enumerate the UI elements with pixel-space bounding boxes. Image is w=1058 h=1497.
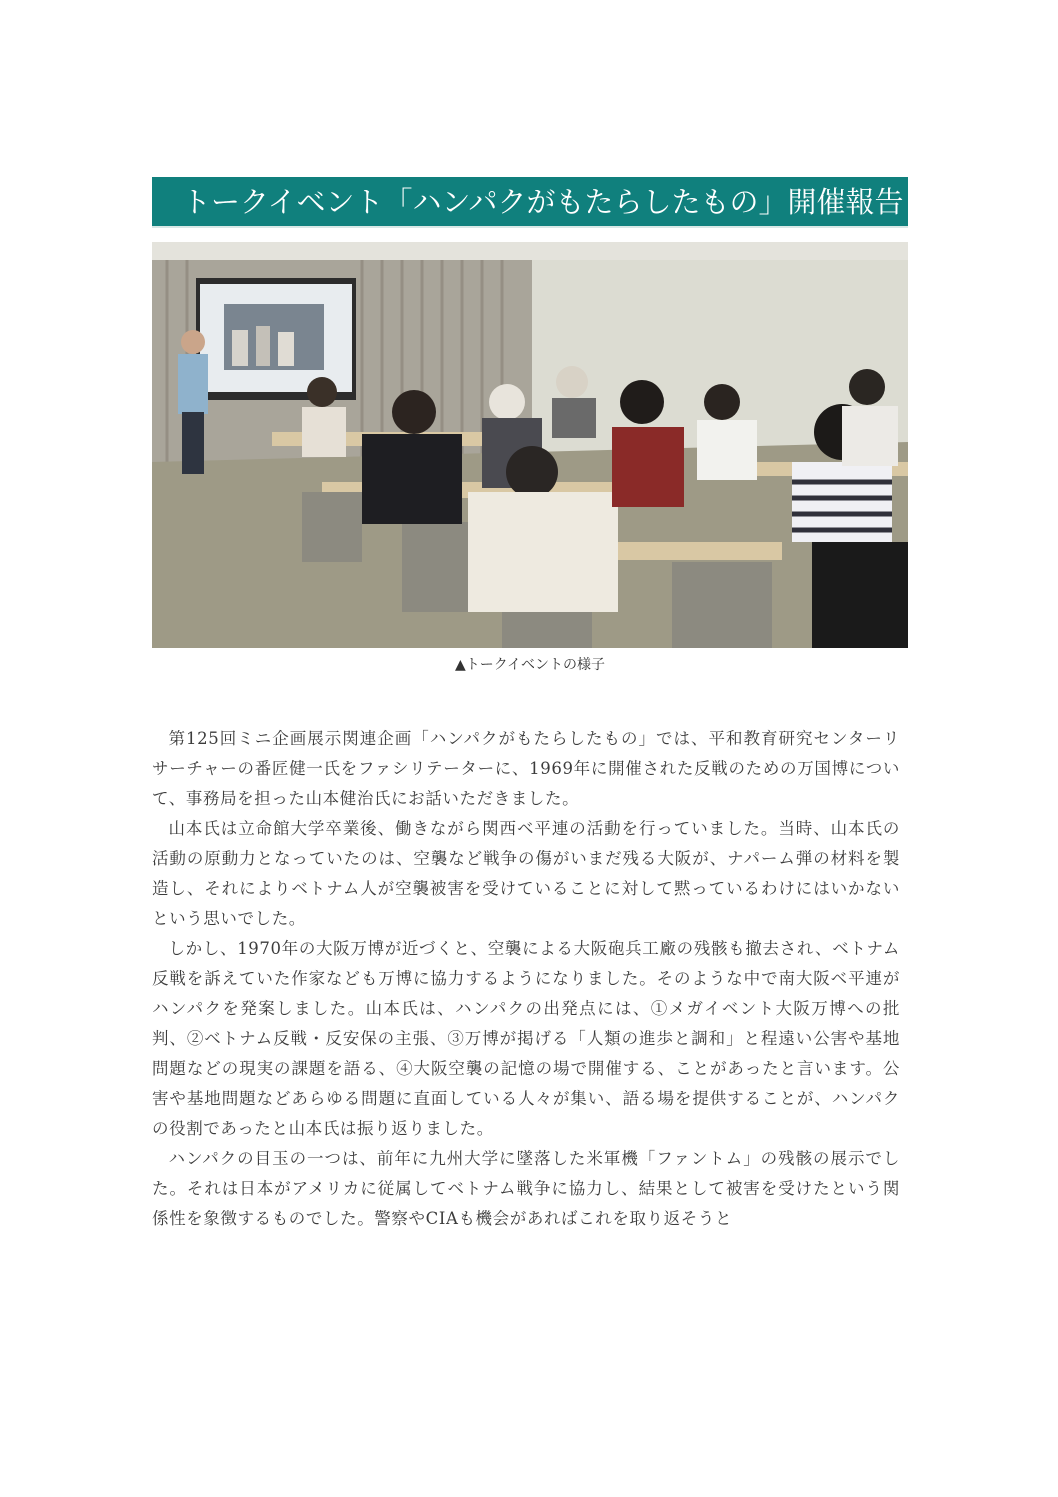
photo-caption: ▲トークイベントの様子 xyxy=(454,657,606,673)
title-banner xyxy=(152,177,908,228)
paragraph: しかし、1970年の大阪万博が近づくと、空襲による大阪砲兵工廠の残骸も撤去され、ベトナム反戦を訴えていた作家なども万博に協力するようになりました。そのような中で南大阪ベ平連がハンパクを発案しました。山本氏は、ハンパクの出発点には、①メガイベント大阪万博への批判、②ベトナム反戦・反安保の主張、③万博が掲げる「人類の進歩と調和」と程遠い公害や基地問題などの現実の課題を語る、④大阪空襲の記憶の場で開催する、ことがあったと言います。公害や基地問題などあらゆる問題に直面している人々が集い、語る場を提供することが、ハンパクの役割であったと山本氏は振り返りました。 xyxy=(152,939,900,1138)
paragraph: 山本氏は立命館大学卒業後、働きながら関西ベ平連の活動を行っていました。当時、山本氏の活動の原動力となっていたのは、空襲など戦争の傷がいまだ残る大阪が、ナパーム弾の材料を製造し、それによりベトナム人が空襲被害を受けていることに対して黙っているわけにはいかないという思いでした。 xyxy=(152,819,900,928)
article-title: トークイベント「ハンパクがもたらしたもの」開催報告 xyxy=(182,185,904,219)
paragraph: 第125回ミニ企画展示関連企画「ハンパクがもたらしたもの」では、平和教育研究センターリサーチャーの番匠健一氏をファシリテーターに、1969年に開催された反戦のための万国博について、事務局を担った山本健治氏にお話いただきました。 xyxy=(152,729,900,808)
paragraph: ハンパクの目玉の一つは、前年に九州大学に墜落した米軍機「ファントム」の残骸の展示でした。それは日本がアメリカに従属してベトナム戦争に協力し、結果として被害を受けたという関係性を象徴するものでした。警察やCIAも機会があればこれを取り返そうと xyxy=(152,1149,900,1228)
event-photo xyxy=(152,242,908,648)
article-body xyxy=(152,724,900,1234)
